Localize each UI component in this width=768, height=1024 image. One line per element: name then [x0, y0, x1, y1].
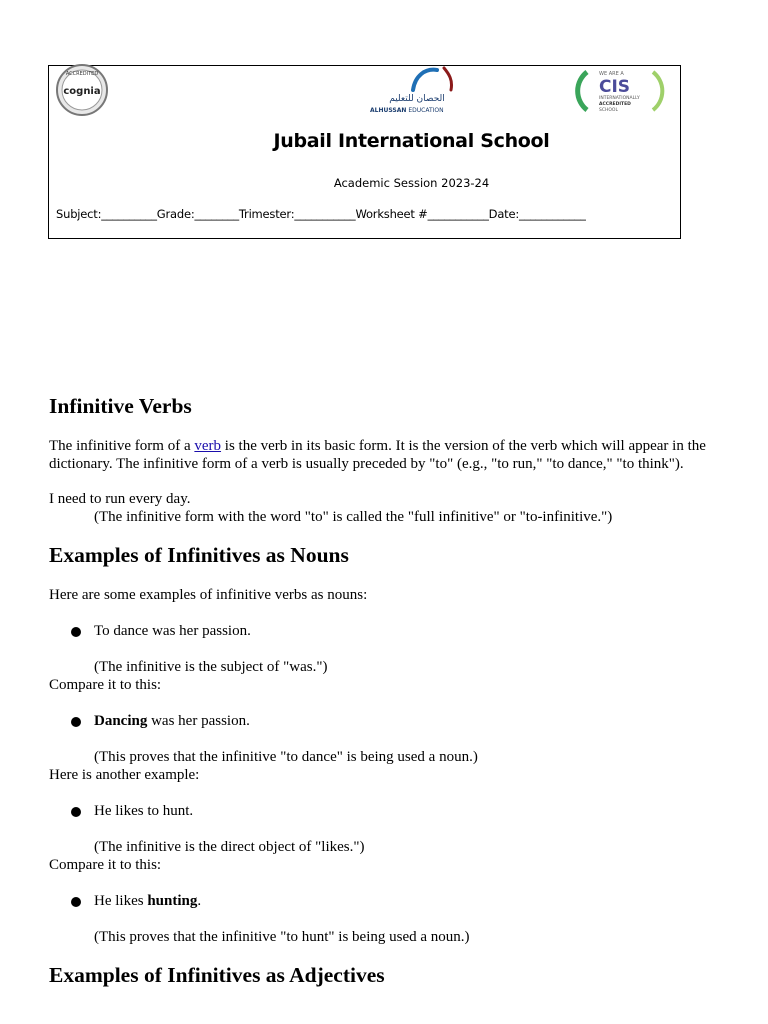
- svg-text:INTERNATIONALLY: INTERNATIONALLY: [599, 96, 640, 101]
- verb-link[interactable]: verb: [194, 438, 222, 454]
- cis-accredited-logo: [575, 64, 665, 116]
- worksheet-fields-line: Subject:__________Grade:________Trimester:___________Worksheet #___________Date:____________: [56, 207, 586, 221]
- bullet-icon: [71, 897, 81, 907]
- compare-text: Compare it to this:: [49, 857, 162, 873]
- section-title-infinitives-as-nouns: Examples of Infinitives as Nouns: [49, 543, 349, 567]
- svg-text:cognia: cognia: [63, 86, 101, 97]
- cognia-logo: [55, 63, 109, 117]
- svg-text:WE ARE A: WE ARE A: [599, 71, 624, 77]
- nouns-intro: Here are some examples of infinitive verbs as nouns:: [49, 587, 368, 603]
- bullet-icon: [71, 627, 81, 637]
- svg-text:CIS: CIS: [599, 77, 631, 97]
- section-title-infinitive-verbs: Infinitive Verbs: [49, 394, 192, 418]
- bullet-note: (This proves that the infinitive "to hunt" is being used a noun.): [94, 929, 470, 945]
- academic-session: Academic Session 2023-24: [333, 176, 490, 190]
- list-item: To dance was her passion.: [49, 622, 729, 640]
- example-note: (The infinitive form with the word "to" is called the "full infinitive" or "to-infinitive."): [94, 509, 613, 525]
- svg-text:ACCREDITED: ACCREDITED: [599, 102, 631, 107]
- bullet-note: (The infinitive is the direct object of "likes."): [94, 839, 365, 855]
- school-name: Jubail International School: [273, 130, 550, 152]
- intro-paragraph: The infinitive form of a verb is the verb in its basic form. It is the version of the verb which will appear in the dictionary. The infinitive form of a verb is usually preceded by "to" (e.g., "to run," "to dance," "to think").: [49, 438, 706, 472]
- list-item: Dancing was her passion.: [49, 712, 729, 730]
- svg-text:ALHUSSAN EDUCATION: ALHUSSAN EDUCATION: [370, 107, 444, 114]
- another-example-text: Here is another example:: [49, 767, 200, 783]
- bullet-note: (This proves that the infinitive "to dance" is being used a noun.): [94, 749, 478, 765]
- list-item: He likes hunting.: [49, 892, 729, 910]
- list-item: He likes to hunt.: [49, 802, 729, 820]
- compare-text: Compare it to this:: [49, 677, 162, 693]
- bullet-note: (The infinitive is the subject of "was."): [94, 659, 328, 675]
- example-sentence: I need to run every day.: [49, 491, 191, 507]
- section-title-infinitives-as-adjectives: Examples of Infinitives as Adjectives: [49, 963, 385, 987]
- bullet-icon: [71, 717, 81, 727]
- svg-text:ACCREDITED: ACCREDITED: [65, 71, 99, 77]
- alhussan-education-logo: [365, 66, 455, 116]
- svg-text:SCHOOL: SCHOOL: [599, 108, 618, 113]
- worksheet-content: [49, 392, 729, 989]
- svg-text:الحصان للتعليم: الحصان للتعليم: [389, 94, 445, 104]
- bullet-icon: [71, 807, 81, 817]
